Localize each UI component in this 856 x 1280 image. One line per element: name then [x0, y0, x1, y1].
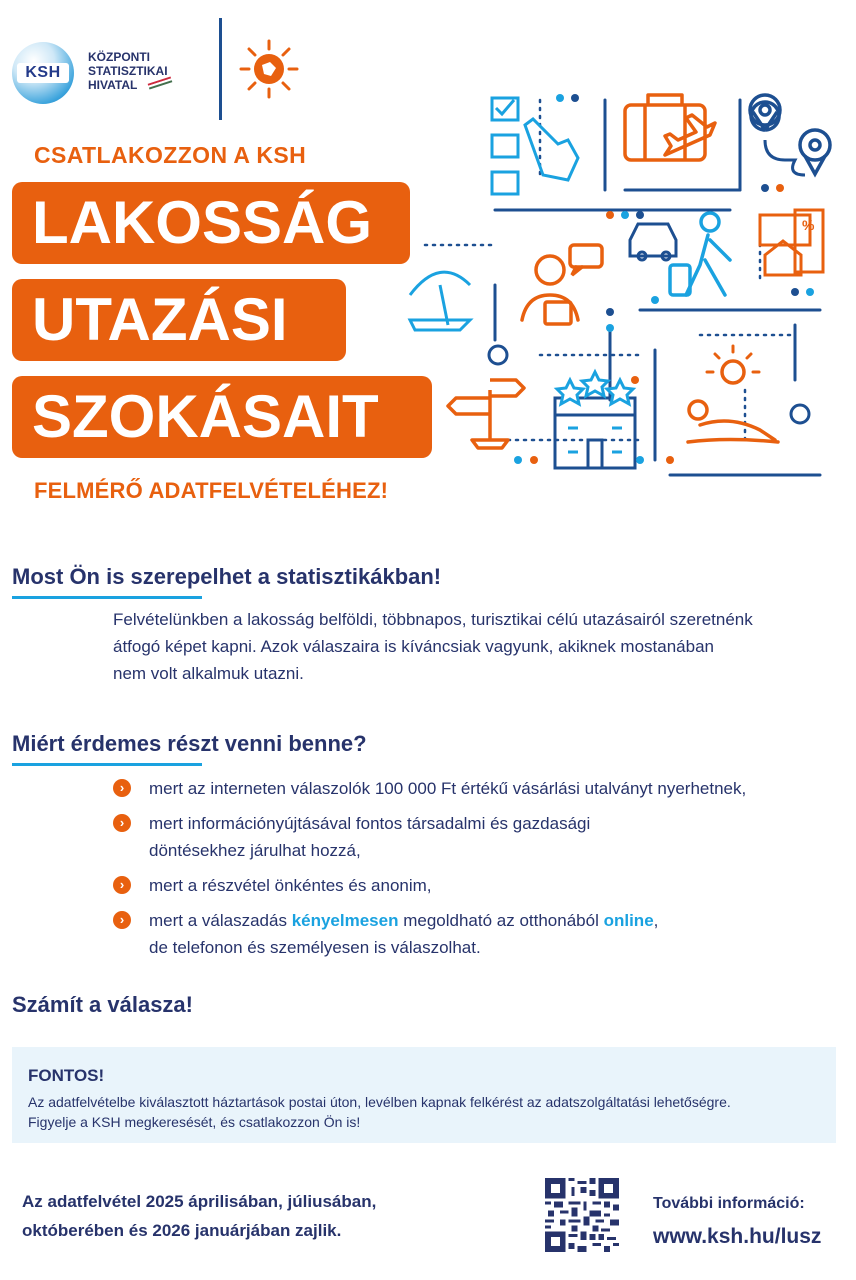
notice-text — [28, 1092, 731, 1132]
logo-line-2: STATISZTIKAI — [88, 64, 168, 78]
chevron-right-icon: › — [113, 814, 131, 832]
header-divider — [219, 18, 222, 120]
logo-line-1: KÖZPONTI — [88, 50, 150, 64]
travel-icons-illustration — [400, 80, 850, 500]
info-url-link[interactable]: www.ksh.hu/lusz — [653, 1225, 822, 1248]
reason-1-text: mert az interneten válaszolók 100 000 Ft értékű vásárlási utalványt nyerhetnek, — [149, 779, 747, 798]
list-item — [113, 775, 833, 802]
reason-4-part-a: mert a válaszadás — [149, 911, 292, 930]
reason-3-text: mert a részvétel önkéntes és anonim, — [149, 876, 432, 895]
section-1-line-2: átfogó képet kapni. Azok válaszaira is kíváncsiak vagyunk, akiknek mostanában — [113, 637, 715, 656]
reason-4-line-1 — [149, 907, 833, 934]
section-1-line-3: nem volt alkalmuk utazni. — [113, 664, 304, 683]
reason-4-part-c: , — [653, 911, 659, 930]
notice-line-2: Figyelje a KSH megkeresését, és csatlakozzon Ön is! — [28, 1114, 361, 1130]
chevron-right-icon: › — [113, 911, 131, 929]
reasons-list — [113, 775, 833, 969]
notice-title: FONTOS! — [28, 1066, 105, 1085]
highlight-conveniently: kényelmesen — [291, 911, 399, 930]
section-1-line-1: Felvételünkben a lakosság belföldi, többnapos, turisztikai célú utazásairól szeretnénk — [113, 610, 753, 629]
section-1-paragraph — [113, 606, 753, 687]
qr-code-icon[interactable] — [545, 1178, 619, 1252]
section-2-underline — [12, 763, 202, 766]
notice-line-1: Az adatfelvételbe kiválasztott háztartások postai úton, levélben kapnak felkérést az adatszolgáltatási lehetőségre. — [28, 1094, 731, 1110]
dates-line-2: októberében és 2026 januárjában zajlik. — [22, 1221, 342, 1240]
list-item — [113, 810, 833, 864]
hero-title-line-3: SZOKÁSAIT — [12, 376, 432, 458]
highlight-online: online — [603, 911, 654, 930]
list-item — [113, 872, 833, 899]
ksh-logo-abbr: KSH — [17, 63, 69, 83]
more-info-label: További információ: — [653, 1195, 805, 1212]
section-3-heading: Számít a válasza! — [12, 992, 193, 1017]
hero-subtitle: FELMÉRŐ ADATFELVÉTELÉHEZ! — [34, 478, 389, 503]
survey-dates — [22, 1187, 376, 1245]
tourism-sun-logo-icon — [238, 38, 300, 100]
list-item — [113, 907, 833, 961]
svg-text:%: % — [802, 217, 815, 233]
hero-title-line-2: UTAZÁSI — [12, 279, 346, 361]
reason-2-line-2: döntésekhez járulhat hozzá, — [149, 841, 361, 860]
hero-kicker: CSATLAKOZZON A KSH — [34, 142, 307, 168]
logo-line-3: HIVATAL — [88, 78, 138, 92]
section-2-heading: Miért érdemes részt venni benne? — [12, 731, 367, 756]
hero-title-line-1: LAKOSSÁG — [12, 182, 410, 264]
reason-4-line-2: de telefonon és személyesen is válaszolhat. — [149, 938, 481, 957]
dates-line-1: Az adatfelvétel 2025 áprilisában, júliusában, — [22, 1192, 377, 1211]
reason-2-line-1: mert információnyújtásával fontos társadalmi és gazdasági — [149, 814, 591, 833]
chevron-right-icon: › — [113, 876, 131, 894]
reason-4-part-b: megoldható az otthonából — [398, 911, 604, 930]
section-1-underline — [12, 596, 202, 599]
section-1-heading: Most Ön is szerepelhet a statisztikákban! — [12, 564, 442, 589]
chevron-right-icon: › — [113, 779, 131, 797]
